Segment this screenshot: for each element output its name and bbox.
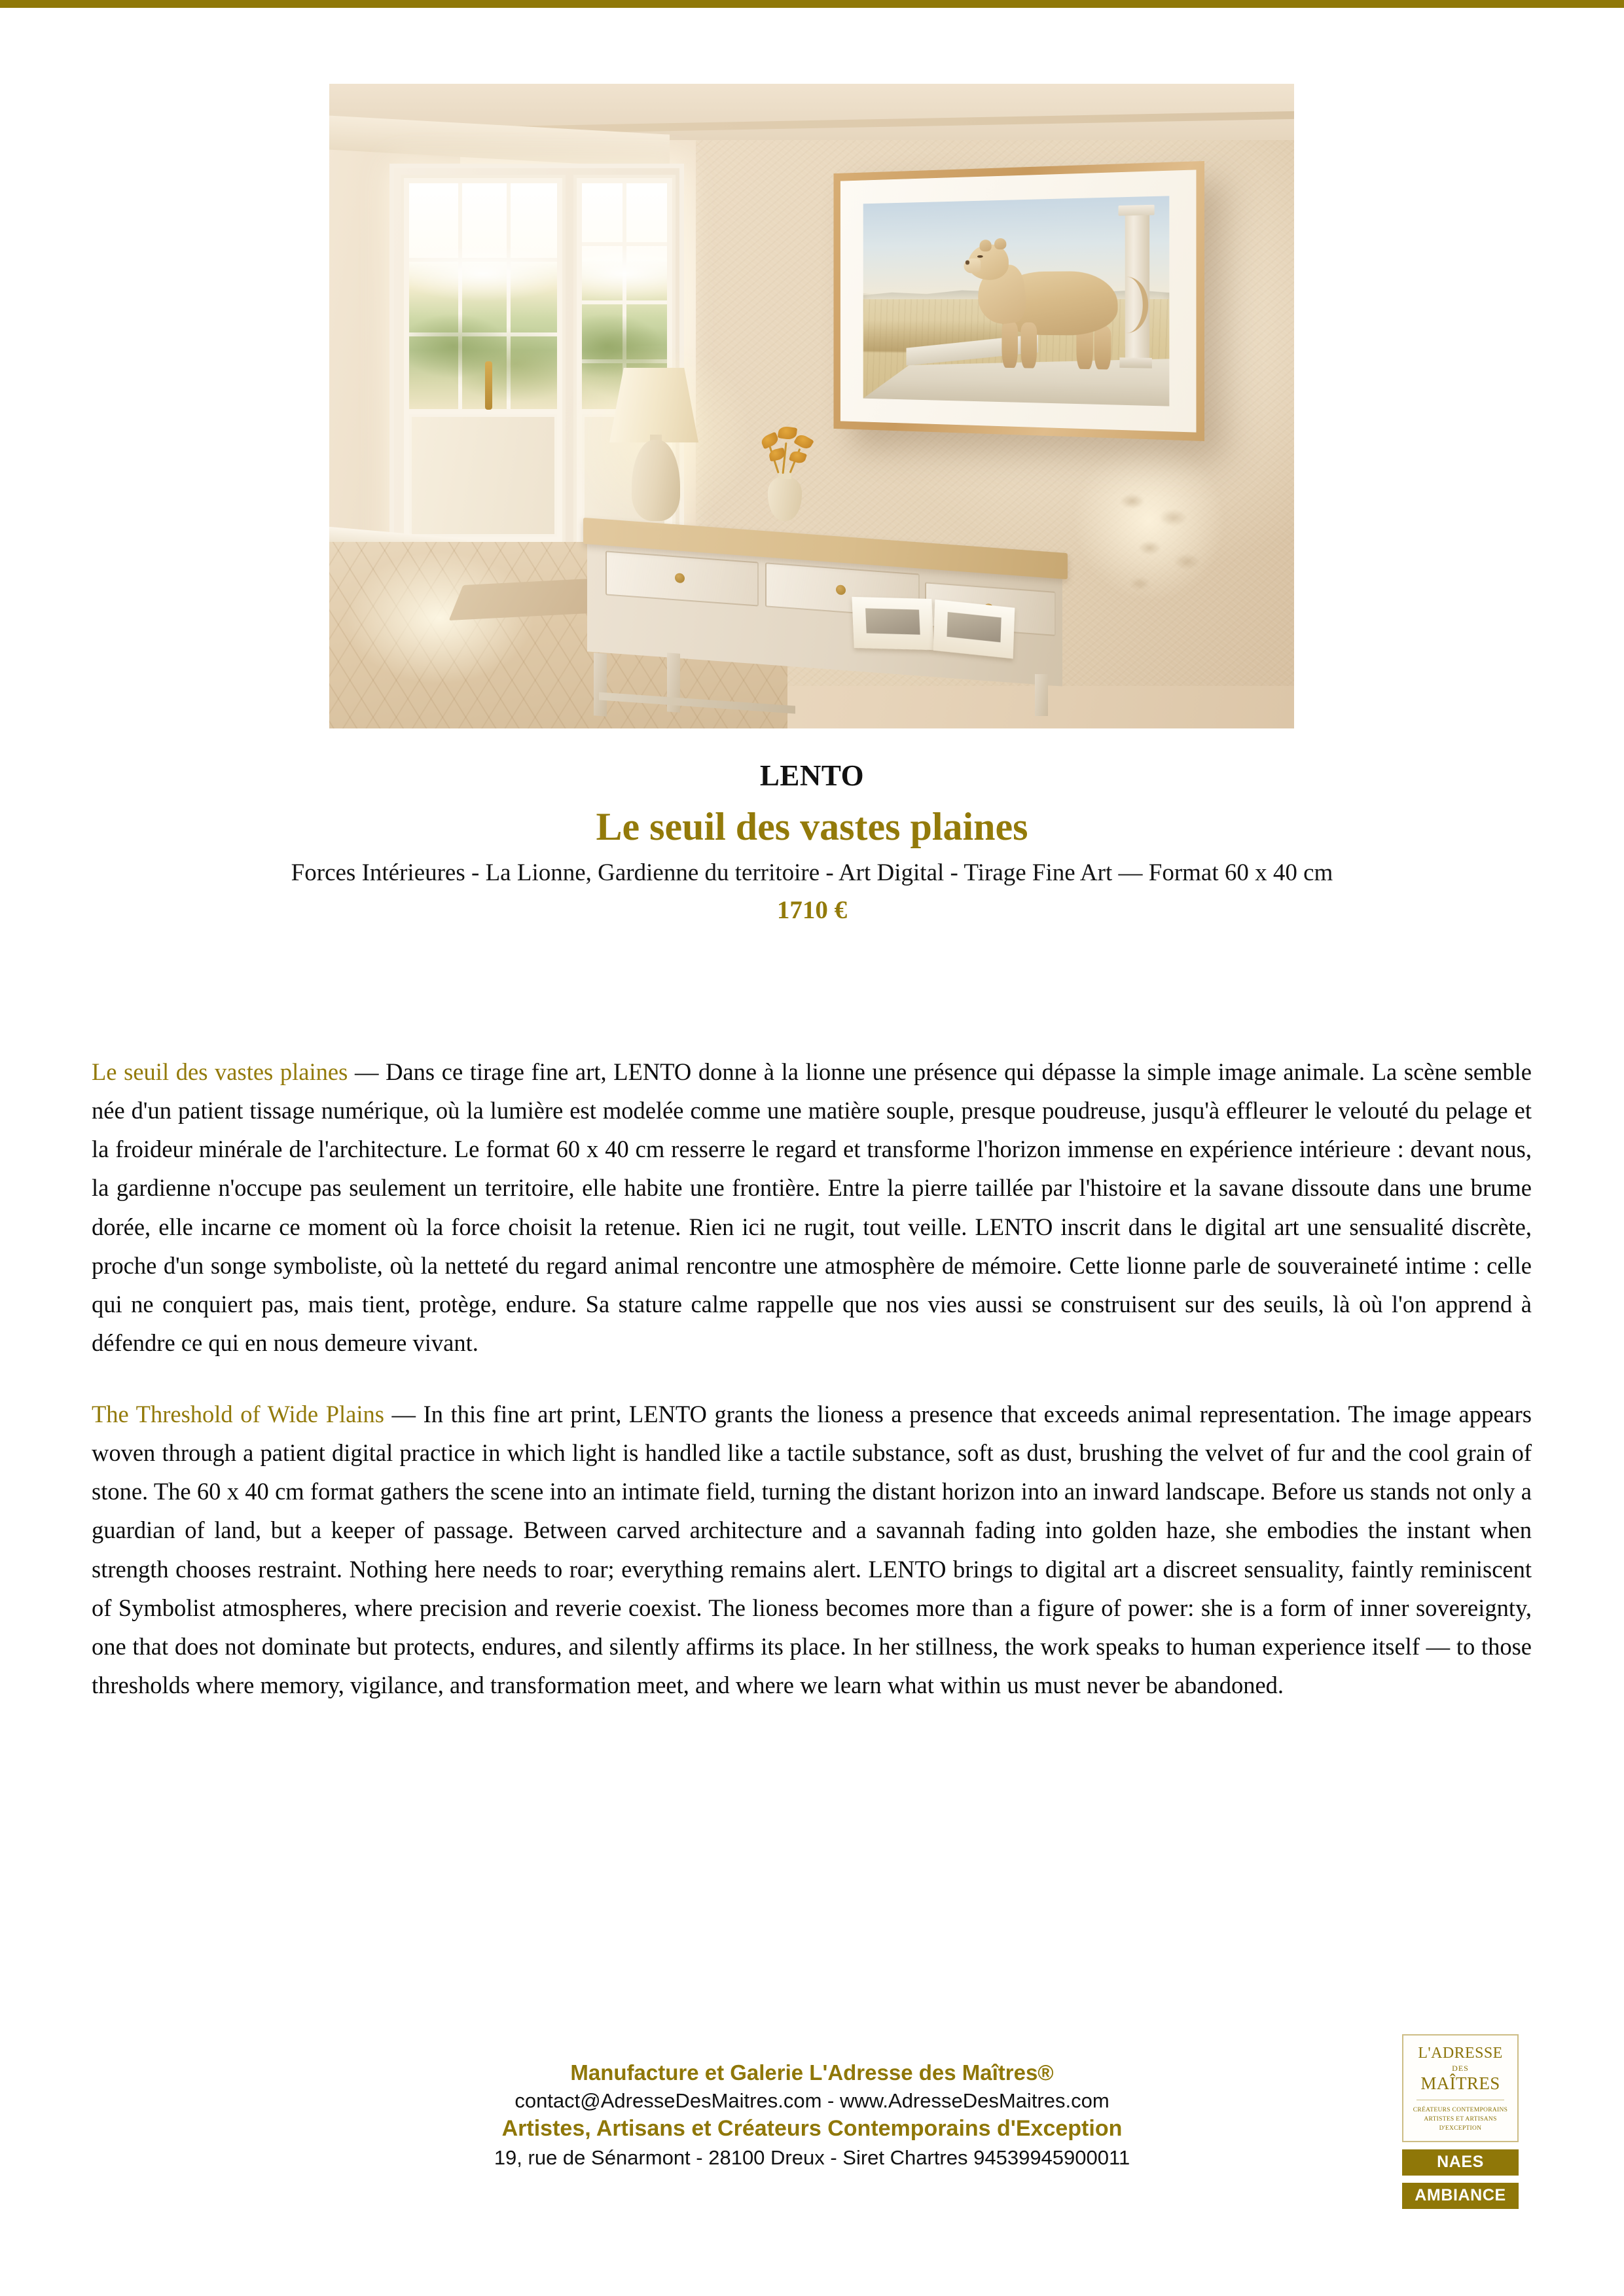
- logo-block: [1402, 2034, 1520, 2209]
- footer-contact[interactable]: contact@AdresseDesMaitres.com - www.AdresseDesMaitres.com: [514, 2089, 1110, 2112]
- adresse-des-maitres-logo: [1402, 2034, 1519, 2142]
- lioness-leg-front-far: [1001, 321, 1018, 368]
- book-page-left: [852, 597, 933, 650]
- description-lead-en: The Threshold of Wide Plains: [92, 1401, 384, 1427]
- artwork-price: 1710 €: [776, 896, 848, 925]
- logo-line-ladresse: L'ADRESSE: [1418, 2045, 1503, 2062]
- artwork-title: Le seuil des vastes plaines: [596, 805, 1028, 849]
- open-book: [853, 595, 1017, 657]
- lioness-leg-front-near: [1020, 323, 1037, 368]
- footer: [0, 2058, 1624, 2171]
- artwork-subtitle: Forces Intérieures - La Lionne, Gardienne du territoire - Art Digital - Tirage Fine Art — Format 60 x 40 cm: [291, 859, 1333, 887]
- book-page-right: [933, 600, 1015, 659]
- room-scene: [329, 84, 1294, 728]
- title-block: [0, 761, 1624, 925]
- framed-artwork: [833, 161, 1204, 441]
- foliage-shadow: [1105, 476, 1229, 614]
- console-drawer-1: [605, 550, 759, 606]
- description-text-fr: — Dans ce tirage fine art, LENTO donne à la lionne une présence qui dépasse la simple image animale. La scène semble née d'un patient tissage numérique, où la lumière est modelée comme une matière souple, presque poudreuse, jusqu'à effleurer le velouté du pelage et la froideur minérale de l'architecture. Le format 60 x 40 cm resserre le regard et transforme l'horizon immense en expérience intérieure : devant nous, la gardienne n'occupe pas seulement un territoire, elle habite une frontière. Entre la pierre taillée par l'histoire et la savane dissoute dans une brume dorée, elle incarne ce moment où la force choisit la retenue. Rien ici ne rugit, tout veille. LENTO inscrit dans le digital art une sensualité discrète, proche d'un songe symboliste, où la netteté du regard animal rencontre une atmosphère de mémoire. Cette lionne parle de souveraineté intime : celle qui ne conquiert pas, mais tient, protège, endure. Sa stature calme rappelle que nos vies aussi se construisent sur des seuils, là où l'on apprend à défendre ce qui en nous demeure vivant.: [92, 1058, 1532, 1356]
- description-paragraph-fr: [92, 1052, 1532, 1362]
- console-leg-1: [594, 653, 607, 716]
- lioness-ear-right: [994, 238, 1006, 250]
- footer-address: 19, rue de Sénarmont - 28100 Dreux - Siret Chartres 94539945900011: [494, 2145, 1130, 2169]
- description-section: [92, 1052, 1532, 1737]
- lioness-print: [863, 196, 1170, 406]
- lioness-ear-left: [980, 240, 992, 251]
- print-column-capital: [1119, 205, 1155, 216]
- console-stretcher: [599, 692, 795, 714]
- lioness-nose: [965, 260, 970, 264]
- lamp-shade: [609, 368, 698, 442]
- logo-tagline-3: D'EXCEPTION: [1439, 2125, 1482, 2132]
- description-paragraph-en: [92, 1395, 1532, 1704]
- book-illustration-left: [865, 609, 921, 635]
- door-glass-main: [409, 183, 557, 409]
- logo-line-maitres: MAÎTRES: [1420, 2073, 1500, 2094]
- drawer-knob-2: [836, 584, 846, 595]
- footer-company-name: Manufacture et Galerie L'Adresse des Maîtres®: [570, 2060, 1054, 2085]
- door-main-panel: [401, 175, 566, 545]
- lioness-eye: [977, 255, 983, 258]
- brand-name: LENTO: [759, 759, 865, 792]
- console-leg-3: [1035, 674, 1048, 716]
- logo-tagline-2: ARTISTES ET ARTISANS: [1424, 2115, 1497, 2123]
- drawer-knob-1: [675, 573, 685, 583]
- lioness-leg-rear-near: [1094, 326, 1111, 370]
- oak-frame: [833, 161, 1204, 441]
- description-lead-fr: Le seuil des vastes plaines: [92, 1058, 348, 1085]
- lioness-figure: [968, 228, 1143, 370]
- badge-naes: NAES: [1402, 2149, 1519, 2176]
- footer-tagline: Artistes, Artisans et Créateurs Contemporains d'Exception: [501, 2116, 1123, 2142]
- description-text-en: — In this fine art print, LENTO grants the lioness a presence that exceeds animal representation. The image appears woven through a patient digital practice in which light is handled like a tactile substance, soft as dust, brushing the velvet of fur and the cool grain of stone. The 60 x 40 cm format gathers the scene into an intimate field, turning the distant horizon into an inward landscape. Before us stands not only a guardian of land, but a keeper of passage. Between carved architecture and a savannah fading into golden haze, she embodies the instant when strength chooses restraint. Nothing here needs to roar; everything remains alert. LENTO brings to digital art a discreet sensuality, faintly reminiscent of Symbolist atmospheres, where precision and reverie coexist. The lioness becomes more than a figure of power: she is a form of inner sovereignty, one that does not dominate but protects, endures, and silently affirms its place. In her stillness, the work speaks to human experience itself — to those thresholds where memory, vigilance, and transformation meet, and where we learn what within us must never be abandoned.: [92, 1401, 1532, 1698]
- badge-ambiance: AMBIANCE: [1402, 2183, 1519, 2209]
- book-illustration-right: [947, 612, 1001, 642]
- logo-tagline-1: CRÉATEURS CONTEMPORAINS: [1413, 2106, 1508, 2113]
- door-handle: [485, 361, 492, 410]
- lamp-ceramic-base: [632, 440, 680, 521]
- top-accent-bar: [0, 0, 1624, 8]
- artwork-room-photo: [329, 84, 1294, 728]
- floor-sunlight: [342, 552, 558, 716]
- logo-line-des: DES: [1452, 2064, 1469, 2073]
- door-lower-panel: [409, 414, 557, 537]
